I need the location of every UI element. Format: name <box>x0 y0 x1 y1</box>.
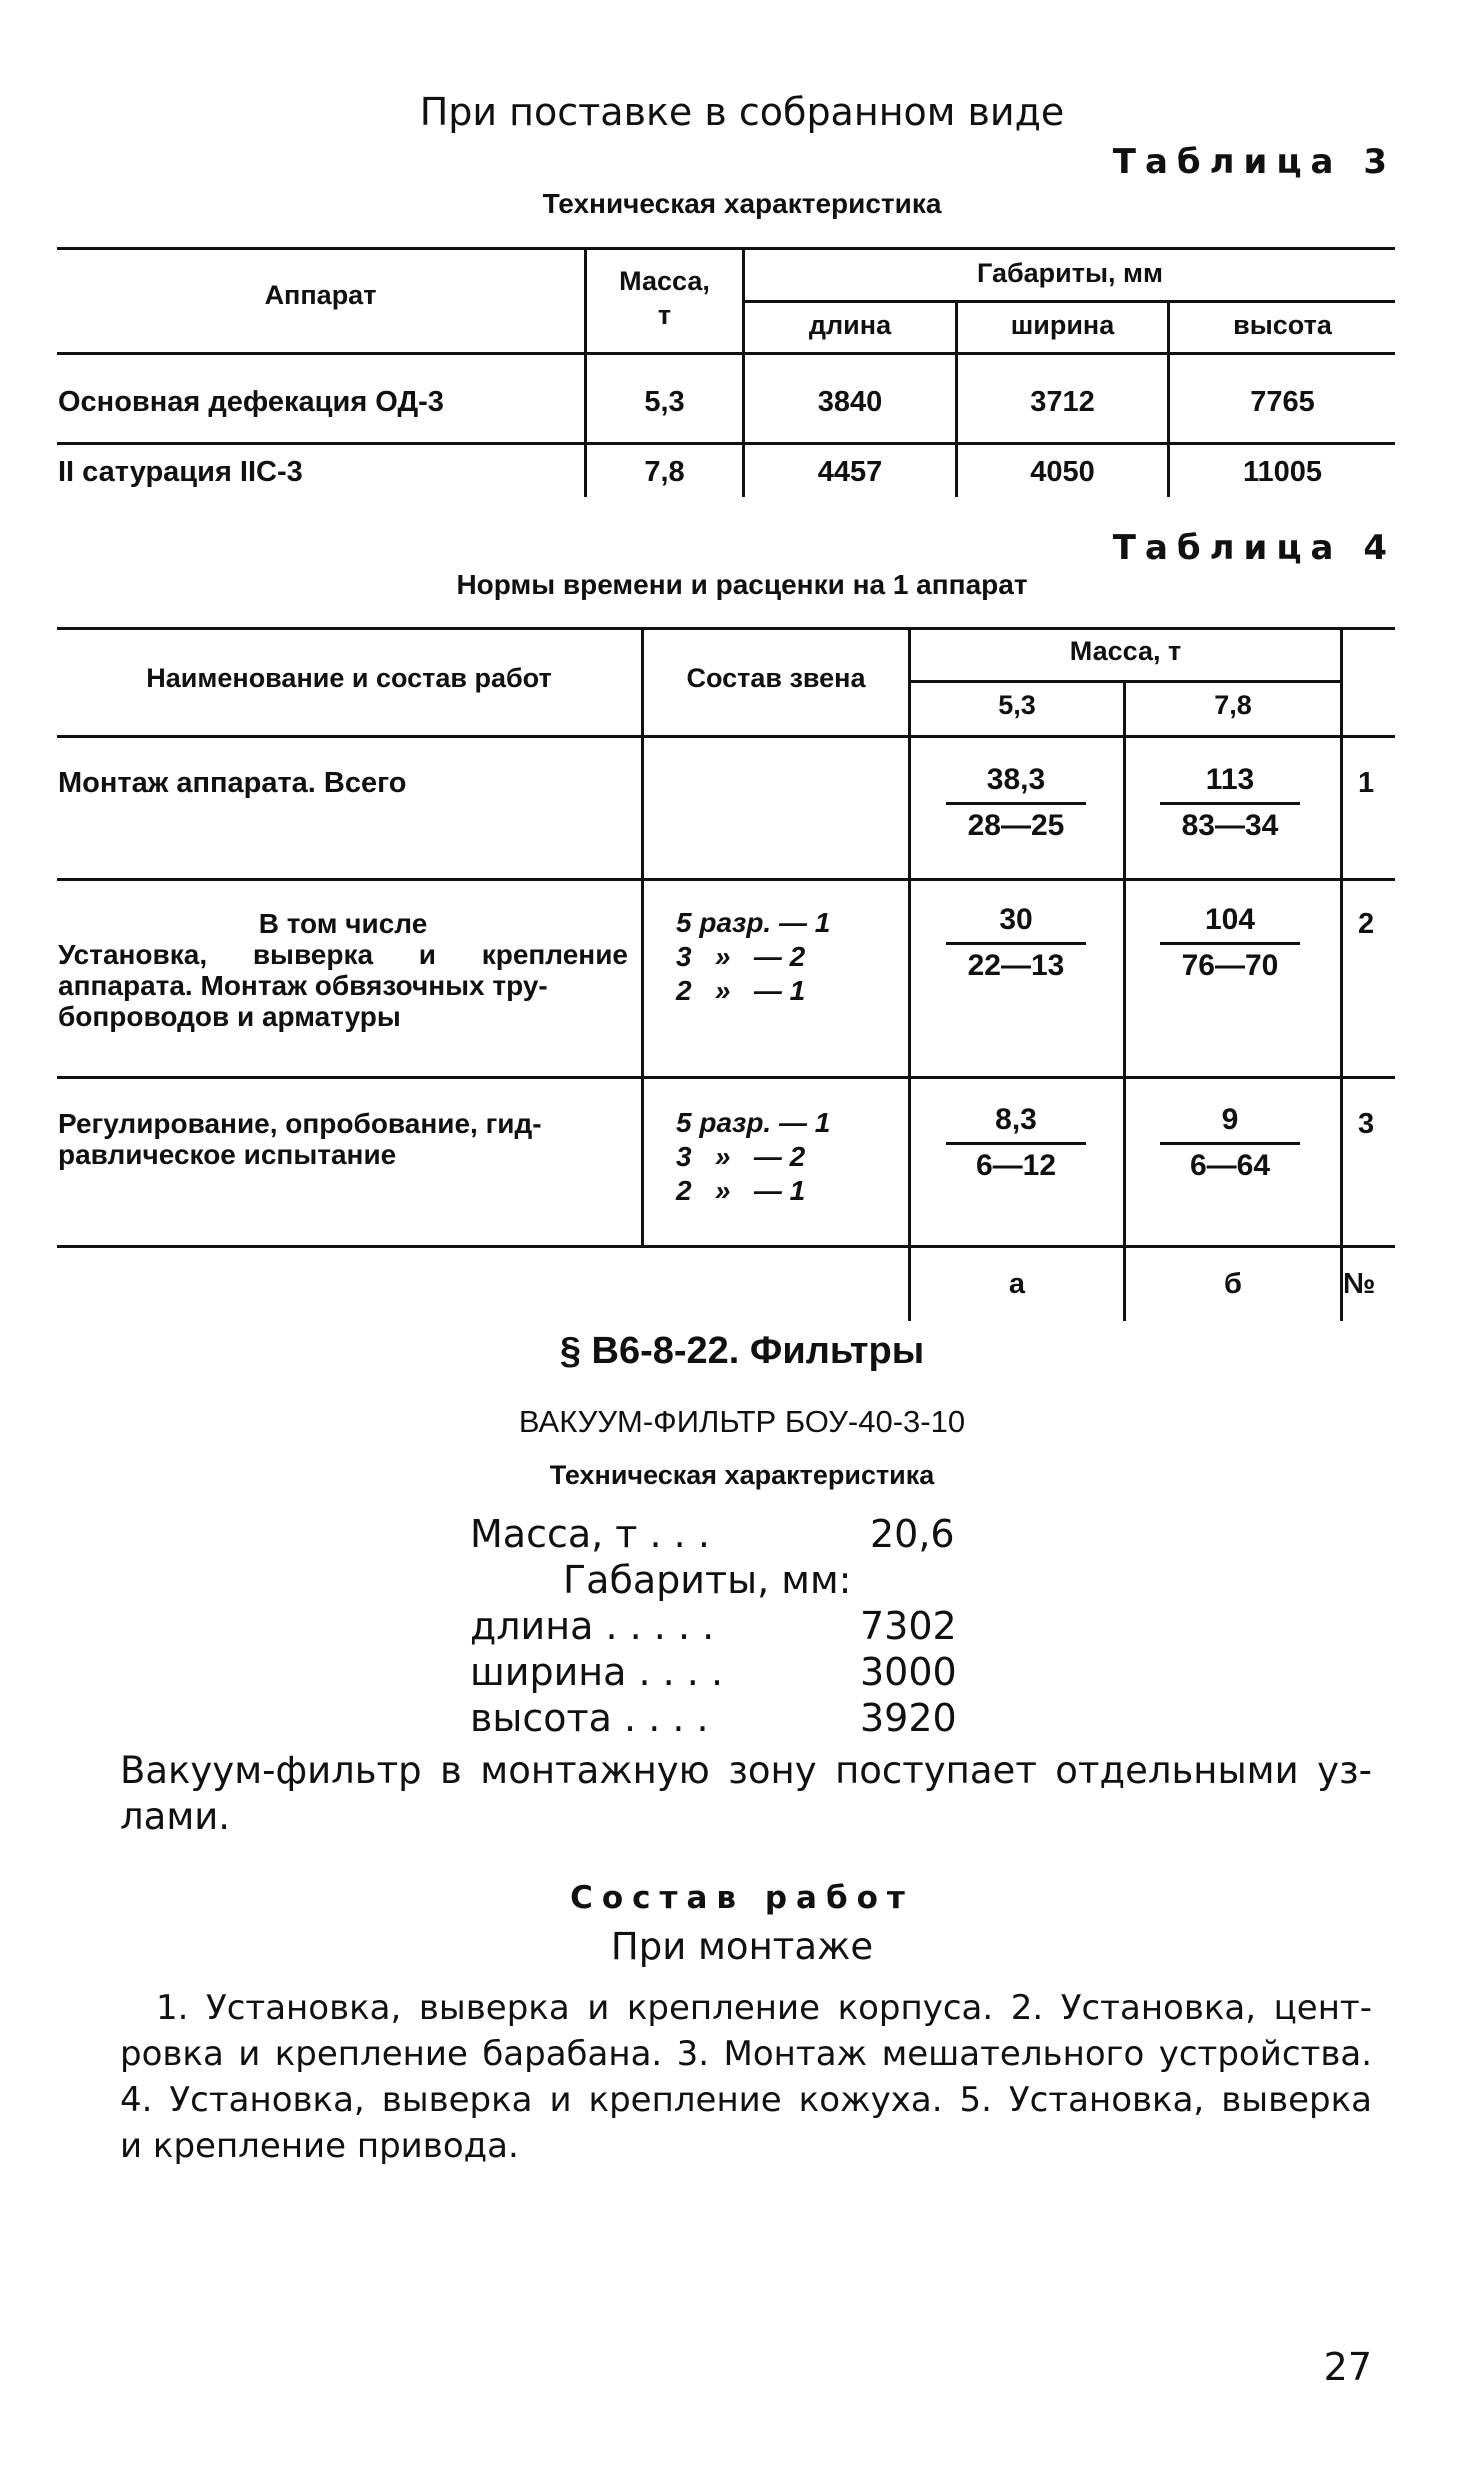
table3-title: Техническая характеристика <box>542 188 942 219</box>
table4-bottom-rule <box>57 1245 1395 1248</box>
table4-header-mass: Масса, т <box>1069 636 1182 666</box>
table3-row-rule <box>57 442 1395 445</box>
table4-row-name: В том числе Установка, выверка и крепление аппарата. Монтаж обвязочных тру- бопроводов и арматуры <box>58 908 628 1032</box>
table4-vline <box>908 627 911 1321</box>
spec-length-value: 7302 <box>860 1604 957 1648</box>
filter-spec-title: Техническая характеристика <box>549 1460 935 1490</box>
spec-height-label: высота . . . . <box>470 1696 709 1740</box>
table4-header-mass-78: 7,8 <box>1214 690 1252 720</box>
table4-column-a: а <box>1008 1268 1026 1300</box>
table4-row-number: 1 <box>1358 767 1375 799</box>
table3-row-length: 4457 <box>817 456 883 488</box>
table4-top-rule <box>57 627 1395 630</box>
table3-label: Таблица 3 <box>1112 142 1396 182</box>
table4-rate-a: $\frac{38,3}{28—25}$ <box>946 760 1086 847</box>
table4-label: Таблица 4 <box>1112 528 1396 568</box>
table3-header-rule <box>57 352 1395 355</box>
spec-mass-label: Масса, т . . . <box>470 1512 710 1556</box>
table4-vline <box>1340 627 1343 1321</box>
table4-title: Нормы времени и расценки на 1 аппарат <box>456 569 1028 600</box>
table4-header-works: Наименование и состав работ <box>146 663 552 693</box>
table4-row-rule <box>57 878 1395 881</box>
table4-header-mass-53: 5,3 <box>998 690 1036 720</box>
table4-row-rule <box>57 1076 1395 1079</box>
table3-header-width: ширина <box>1010 310 1115 340</box>
table4-row-name: Монтаж аппарата. Всего <box>58 767 407 799</box>
table4-vline <box>1123 680 1126 1321</box>
table4-rate-b: $\frac{9}{6—64}$ <box>1160 1100 1300 1187</box>
works-subheading: При монтаже <box>610 1925 874 1968</box>
table4-row-name: Регулирование, опробование, гид- равлическое испытание <box>58 1108 542 1170</box>
table3-header-length: длина <box>808 310 892 340</box>
spec-width-value: 3000 <box>860 1650 957 1694</box>
table4-crew: 5 разр. — 1 3 » — 2 2 » — 1 <box>676 907 831 1006</box>
spec-width-label: ширина . . . . <box>470 1650 724 1694</box>
works-text: 1. Установка, выверка и крепление корпуса. 2. Установка, цент- ровка и крепление барабана. 3. Монтаж мешательного устройства. 4. Установка, выверка и крепление кожуха. 5. Установка, выверка и крепление привода. <box>120 1988 1372 2166</box>
table3-header-mass-1: Масса, <box>619 266 710 296</box>
table3-row-height: 11005 <box>1242 456 1323 488</box>
table4-vline <box>641 627 644 1245</box>
table3-dims-rule <box>742 300 1395 303</box>
page-number: 27 <box>1323 2345 1372 2389</box>
table3-row-width: 3712 <box>1030 386 1095 418</box>
table3-row-mass: 7,8 <box>644 456 685 488</box>
table4-column-b: б <box>1224 1268 1242 1300</box>
filter-title: ВАКУУМ-ФИЛЬТР БОУ-40-3-10 <box>518 1404 966 1439</box>
table4-rate-b: $\frac{113}{83—34}$ <box>1160 760 1300 847</box>
table3-row-length: 3840 <box>817 386 883 418</box>
table4-rate-a: $\frac{30}{22—13}$ <box>946 900 1086 987</box>
table4-mass-rule <box>910 680 1342 683</box>
section-heading: При поставке в собранном виде <box>419 90 1065 134</box>
spec-mass-value: 20,6 <box>870 1512 955 1556</box>
table4-crew: 5 разр. — 1 3 » — 2 2 » — 1 <box>676 1107 831 1206</box>
table3-row-name: Основная дефекация ОД-3 <box>58 386 444 418</box>
table3-row-height: 7765 <box>1250 386 1315 418</box>
works-heading: Состав работ <box>570 1880 914 1916</box>
table3-row-name: II сатурация IIС-3 <box>58 456 303 488</box>
table4-header-rule <box>57 735 1395 738</box>
table4-row-number: 2 <box>1358 908 1375 940</box>
table4-rate-b: $\frac{104}{76—70}$ <box>1160 900 1300 987</box>
table3-row-mass: 5,3 <box>644 386 685 418</box>
table3-header-mass-2: т <box>657 300 672 330</box>
table3-header-dims: Габариты, мм <box>977 258 1163 288</box>
table4-row-number: 3 <box>1358 1108 1375 1140</box>
table3-header-height: высота <box>1233 310 1332 340</box>
table3-top-rule <box>57 247 1395 250</box>
spec-height-value: 3920 <box>860 1696 957 1740</box>
table4-header-crew: Состав звена <box>686 663 866 693</box>
spec-dims-label: Габариты, мм: <box>563 1558 852 1602</box>
delivery-text: Вакуум-фильтр в монтажную зону поступает отдельными уз- лами. <box>120 1749 1372 1838</box>
table4-rate-a: $\frac{8,3}{6—12}$ <box>946 1100 1086 1187</box>
table3-row-width: 4050 <box>1030 456 1095 488</box>
table3-header-apparatus: Аппарат <box>264 280 377 310</box>
table4-column-num: № <box>1343 1268 1376 1300</box>
spec-length-label: длина . . . . . <box>470 1604 715 1648</box>
paragraph-title: § В6-8-22. Фильтры <box>559 1330 925 1372</box>
